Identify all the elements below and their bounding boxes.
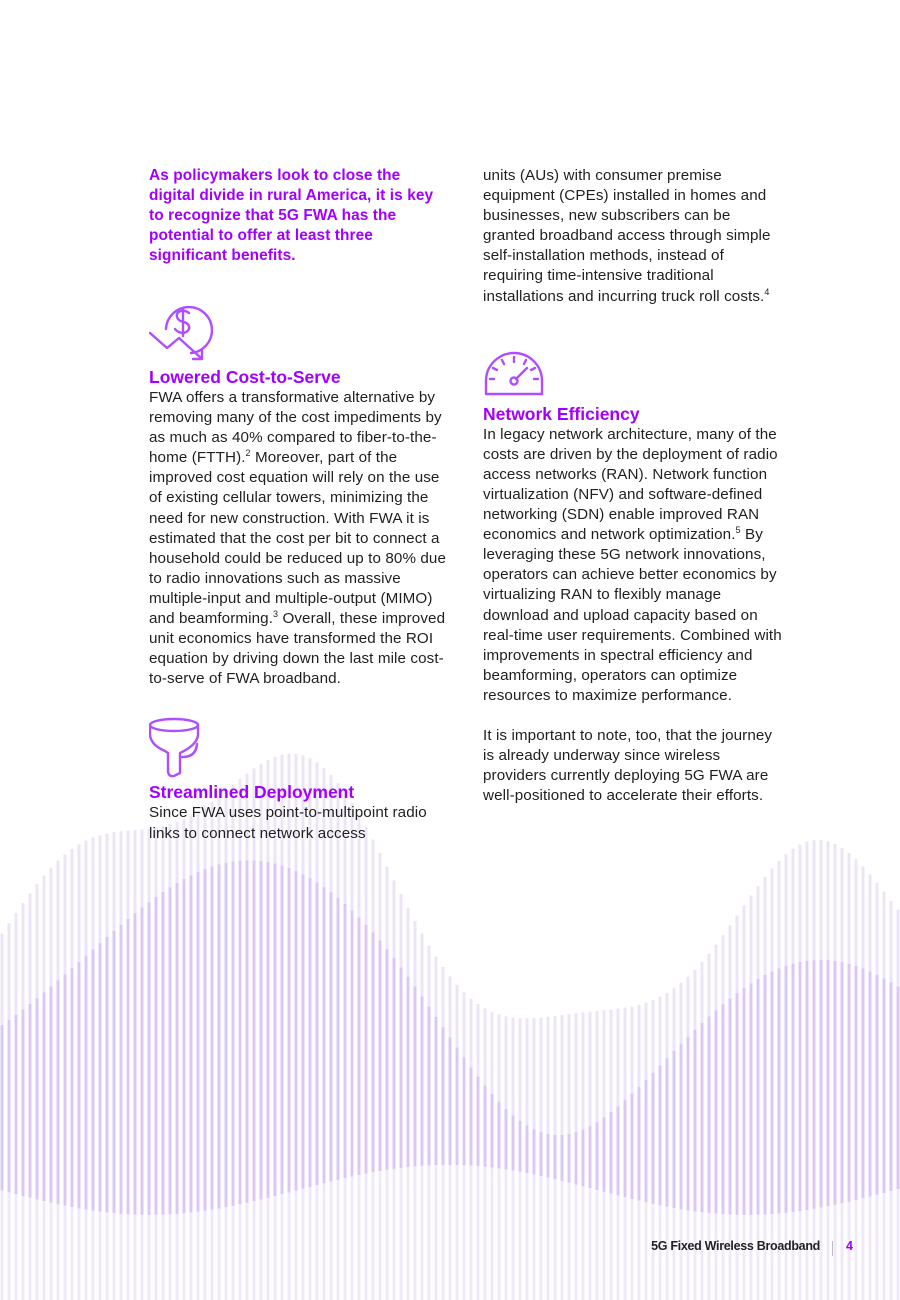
footnote-ref: 3 <box>273 608 279 619</box>
dollar-down-arrow-icon <box>149 300 213 364</box>
footnote-ref: 2 <box>245 448 251 459</box>
section-body-efficiency: In legacy network architecture, many of the costs are driven by the deployment of radio access networks (RAN). Network function virtualization (NFV) and software-defined networking (SDN) enable improved RAN economics and network optimization.$^5$ By leveraging these 5G network innovations, operators can achieve better economics by virtualizing RAN to flexibly manage download and upload capacity based on real-time user requirements. Combined with improvements in spectral efficiency and beamforming, operators can optimize resources to maximize performance. <box>483 425 782 704</box>
footer-divider <box>832 1241 833 1256</box>
section-body-cost: FWA offers a transformative alternative by removing many of the cost impediments by as much as 40% compared to fiber-to-the-home (FTTH).$^2$ Moreover, part of the improved cost equation will rely on the use of existing cellular towers, minimizing the need for new construction. With FWA it is estimated that the cost per bit to connect a household could be reduced up to 80% due to radio innovations such as massive multiple-input and multiple-output (MIMO) and beamforming.$^3$ Overall, these improved unit economics have transformed the ROI equation by driving down the last mile cost-to-serve of FWA broadband. <box>149 389 447 688</box>
closing-paragraph: It is important to note, too, that the journey is already underway since wireless providers currently deploying 5G FWA are well-positioned to accelerate their efforts. <box>483 726 773 805</box>
right-column <box>483 166 783 806</box>
section-streamlined-deployment <box>149 717 449 843</box>
footnote-ref: 4 <box>764 286 770 297</box>
funnel-icon <box>149 717 201 779</box>
intro-text: As policymakers look to close the digital divide in rural America, it is key to recognize that 5G FWA has the potential to offer at least three significant benefits. <box>149 167 434 264</box>
section-cost-to-serve <box>149 300 449 689</box>
footer-title: 5G Fixed Wireless Broadband <box>651 1239 820 1253</box>
section-body-deployment-continued: units (AUs) with consumer premise equipment (CPEs) installed in homes and businesses, new subscribers can be granted broadband access through simple self-installation methods, instead of requiring time-intensive traditional installations and incurring truck roll costs.$^4$ <box>483 167 771 305</box>
section-title-deployment: Streamlined Deployment <box>149 782 355 803</box>
section-network-efficiency <box>483 351 783 706</box>
left-column <box>149 166 449 844</box>
section-title-efficiency: Network Efficiency <box>483 403 640 424</box>
footnote-ref: 5 <box>735 525 741 536</box>
speedometer-icon <box>483 351 545 397</box>
section-title-cost: Lowered Cost-to-Serve <box>149 367 341 387</box>
section-body-deployment-start: Since FWA uses point-to-multipoint radio links to connect network access <box>149 804 427 842</box>
page-number: 4 <box>846 1239 853 1253</box>
page-footer <box>600 1239 860 1259</box>
